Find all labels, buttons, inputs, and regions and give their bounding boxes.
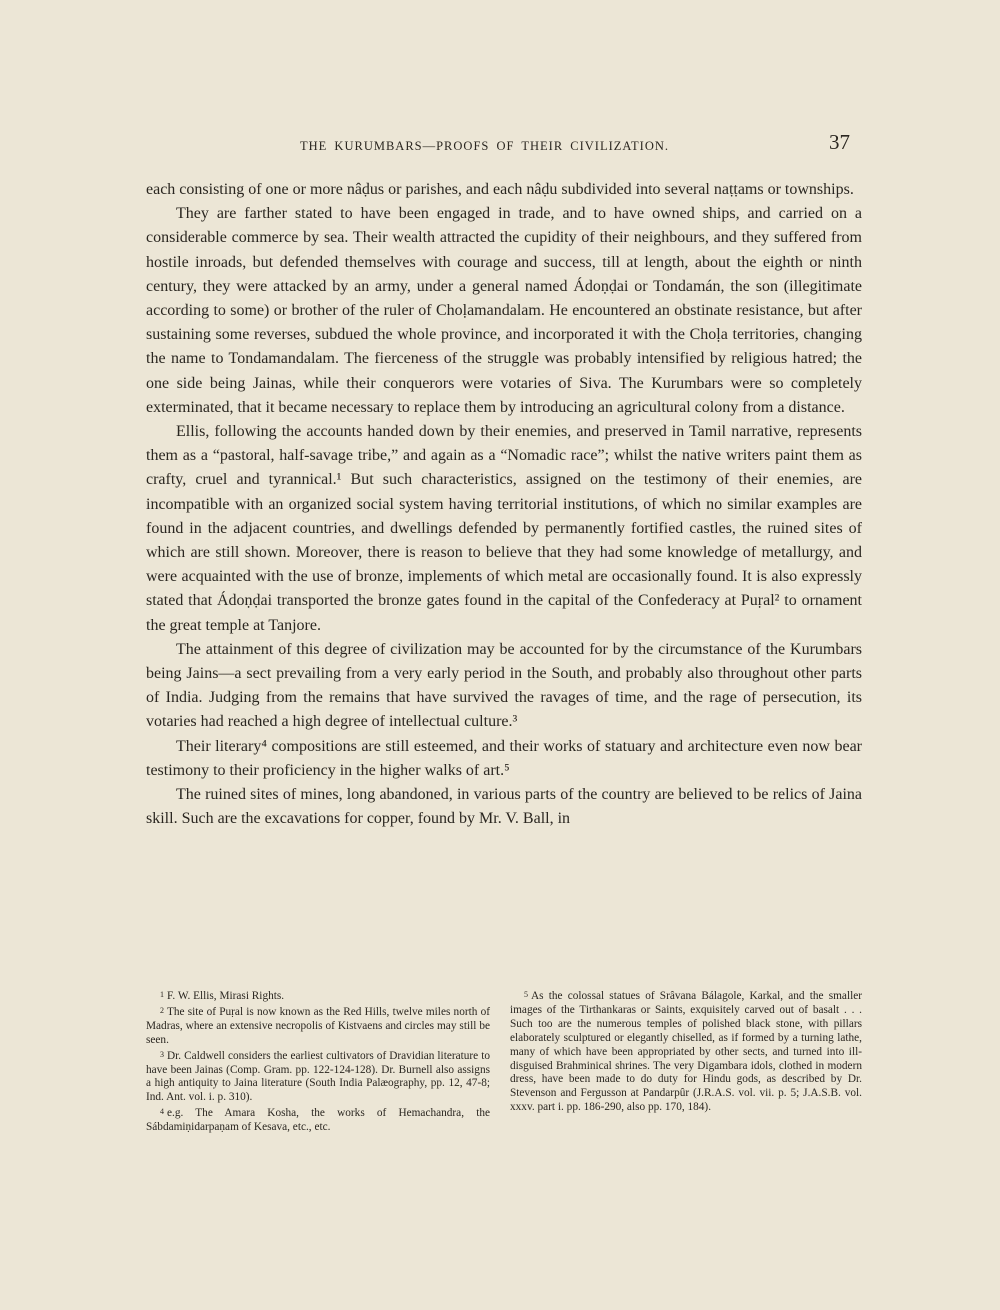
- page-number: 37: [829, 130, 850, 154]
- footnote-marker: 3: [160, 1049, 164, 1059]
- paragraph: They are farther stated to have been engaged in trade, and to have owned ships, and carried on a considerable commerce by sea. Their wealth attracted the cupidity of their neighbours, and they suffered from hostile inroads, but defended themselves with courage and success, till at length, about the eighth or ninth century, they were attacked by an army, under a general named Ádoṇḍai or Tondamán, the son (illegitimate according to some) or brother of the ruler of Choḷamandalam. He encountered an obstinate resistance, but after sustaining some reverses, subdued the whole province, and incorporated it with the Choḷa territories, changing the name to Tondamandalam. The fierceness of the struggle was probably intensified by religious hatred; the one side being Jainas, while their conquerors were votaries of Siva. The Kurumbars were so completely exterminated, that it became necessary to replace them by introducing an agricultural colony from a distance.: [146, 205, 862, 416]
- paragraph: The ruined sites of mines, long abandoned, in various parts of the country are believed to be relics of Jaina skill. Such are the excavations for copper, found by Mr. V. Ball, in: [146, 786, 862, 828]
- footnote-text: Dr. Caldwell considers the earliest cultivators of Dravidian literature to have been Jainas (Comp. Gram. pp. 122-124-128). Dr. Burnell also assigns a high antiquity to Jaina literature (South India Palæography, pp. 12, 47-8; Ind. Ant. vol. i. p. 310).: [146, 1049, 490, 1104]
- footnotes-right-column: [510, 988, 862, 1135]
- footnotes: [146, 988, 862, 1135]
- body-text: [146, 178, 862, 831]
- paragraph: Their literary⁴ compositions are still esteemed, and their works of statuary and architecture even now bear testimony to their proficiency in the higher walks of art.⁵: [146, 737, 862, 779]
- footnote-marker: 1: [160, 990, 164, 999]
- footnote: [146, 1105, 490, 1135]
- footnote-text: As the colossal statues of Srâvana Bálagole, Karkal, and the smaller images of the Tirthankaras or Saints, exquisitely carved out of basalt . . . Such too are the numerous temples of polished black stone, with pillars elaborately sculptured or elegantly chiselled, as if formed by a turning lathe, many of which have been appropriated by other sects, and turned into ill-disguised Brahminical shrines. The very Digambara idols, clothed in modern dress, have been made to do duty for Hindu gods, as described by Dr. Stevenson and Fergusson at Pandarpûr (J.R.A.S. vol. vii. p. 5; J.A.S.B. vol. xxxv. part i. pp. 186-290, also pp. 170, 184).: [510, 990, 862, 1114]
- running-head: THE KURUMBARS—PROOFS OF THEIR CIVILIZATION.: [300, 139, 670, 153]
- footnote-text: F. W. Ellis, Mirasi Rights.: [167, 990, 285, 1002]
- footnote: [146, 1048, 490, 1106]
- paragraph: Ellis, following the accounts handed down by their enemies, and preserved in Tamil narrative, represents them as a “pastoral, half-savage tribe,” and again as a “Nomadic race”; whilst the native writers paint them as crafty, cruel and tyrannical.¹ But such characteristics, assigned on the testimony of their enemies, are incompatible with an organized social system having territorial institutions, of which no similar examples are found in the adjacent countries, and dwellings defended by permanently fortified castles, the ruined sites of which are still shown. Moreover, there is reason to believe that they had some knowledge of metallurgy, and were acquainted with the use of bronze, implements of which metal are occasionally found. It is also expressly stated that Ádoṇḍai transported the bronze gates found in the capital of the Confederacy at Puṛal² to ornament the great temple at Tanjore.: [146, 423, 862, 634]
- footnote: [146, 1004, 490, 1048]
- footnote-text: The site of Puṛal is now known as the Red Hills, twelve miles north of Madras, where an extensive necropolis of Kistvaens and circles may still be seen.: [146, 1005, 490, 1046]
- paragraph: The attainment of this degree of civilization may be accounted for by the circumstance of the Kurumbars being Jains—a sect prevailing from a very early period in the South, and probably also throughout other parts of India. Judging from the remains that have survived the ravages of time, and the rage of persecution, its votaries had reached a high degree of intellectual culture.³: [146, 640, 862, 731]
- footnote-marker: 2: [160, 1005, 164, 1015]
- footnote-marker: 4: [160, 1107, 164, 1117]
- footnote-marker: 5: [524, 990, 528, 999]
- paragraph: each consisting of one or more nâḍus or parishes, and each nâḍu subdivided into several naṭṭams or townships.: [146, 181, 854, 198]
- footnote: [146, 988, 490, 1004]
- footnote-text: e.g. The Amara Kosha, the works of Hemachandra, the Sábdamiṇidarpaṇam of Kesava, etc., etc.: [146, 1107, 490, 1134]
- footnotes-left-column: [146, 988, 490, 1135]
- footnote: [510, 988, 862, 1115]
